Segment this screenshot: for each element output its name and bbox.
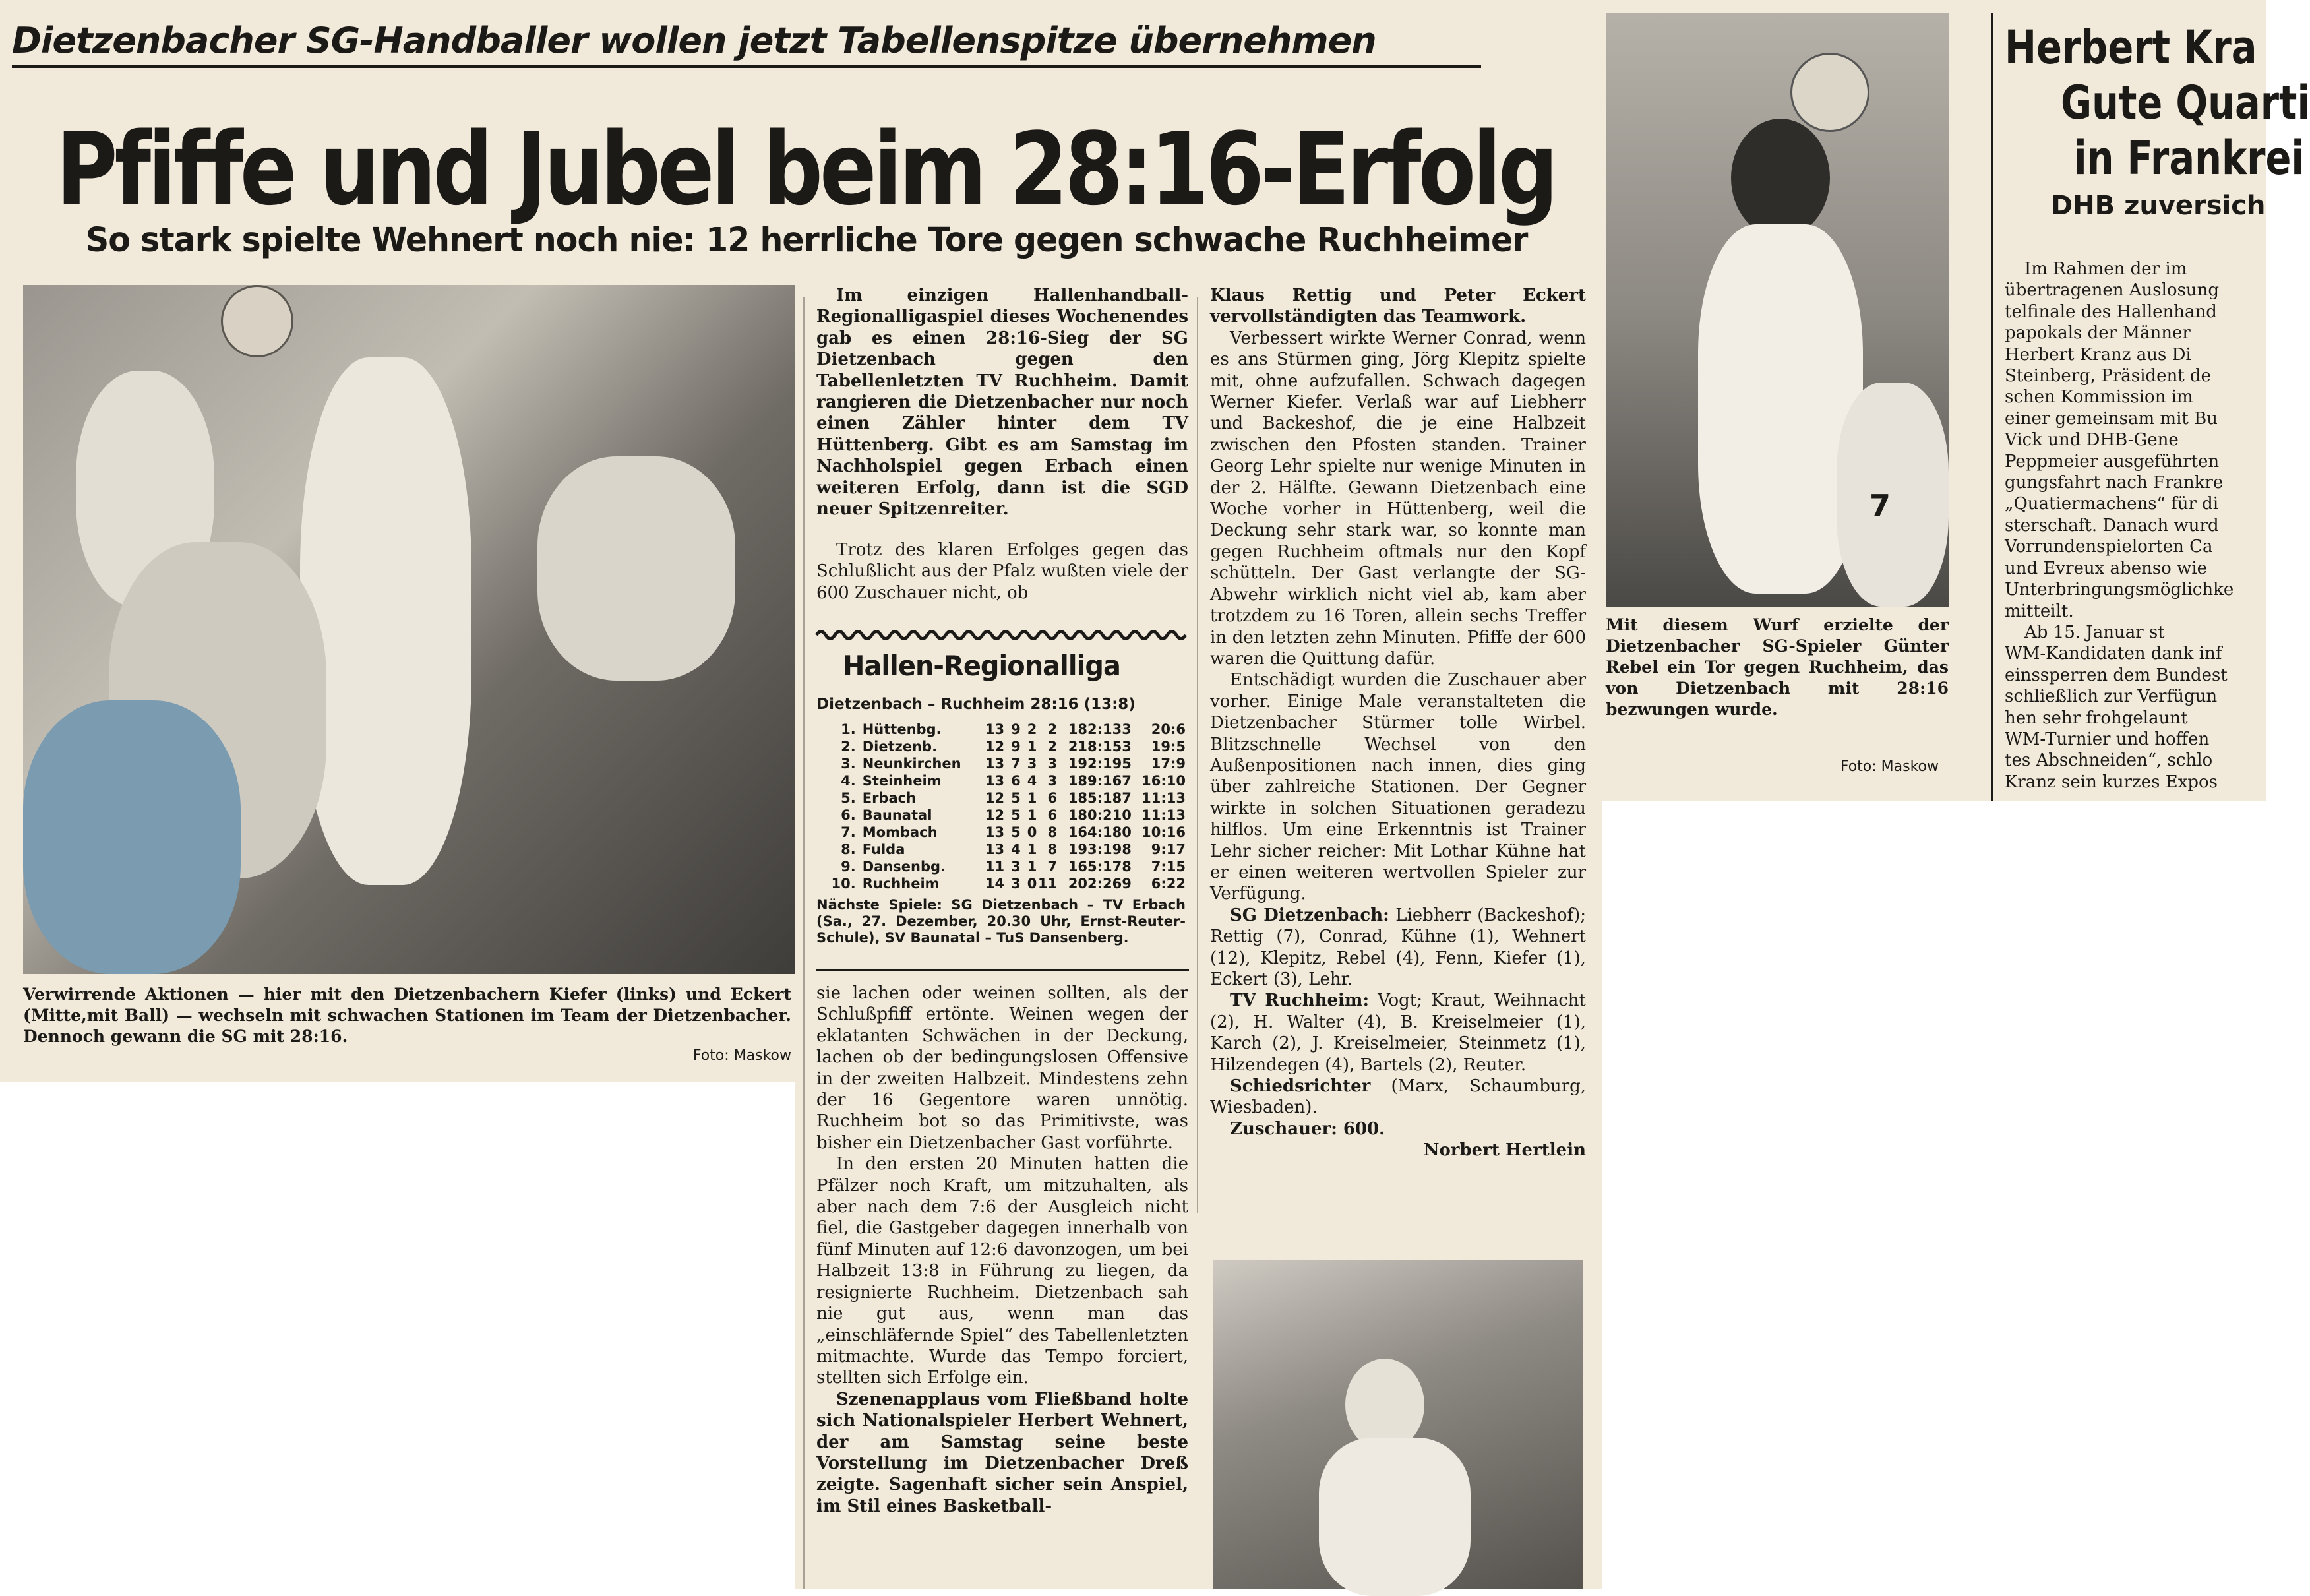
side-article-line: Unterbringungsmöglichke [2005,580,2234,600]
table-row [816,772,1186,789]
paragraph-bold: Szenenapplaus vom Fließband holte sich Nationalspieler Herbert Wehnert, der am Samstag seine beste Vorstellung im Dietzenbacher Dreß zeigte. Sagenhaft sicher sein Anspiel, im Stil eines Basketball- [816,1389,1188,1516]
table-cell-pos: 5. [841,790,856,806]
side-article-line: schließlich zur Verfügun [2005,687,2218,707]
table-cell-g: 5 [1011,790,1021,806]
table-row [816,807,1186,824]
player-silhouette [1837,383,1949,607]
side-article-line: WM-Turnier und hoffen [2005,729,2210,749]
table-cell-tore: 189:167 [1068,773,1132,789]
side-article-line: einssperren dem Bundest [2005,665,2228,685]
table-cell-u: 0 [1027,824,1037,840]
table-cell-pkt: 17:9 [1151,756,1186,772]
table-cell-pkt: 6:22 [1151,876,1186,892]
table-cell-sp: 13 [985,773,1005,789]
side-article-line: schen Kommission im [2005,387,2193,408]
table-cell-pkt: 11:13 [1141,807,1186,823]
article-col2-bottom [816,983,1188,1589]
player-silhouette [537,456,735,681]
side-article-line: Im Rahmen der im [2024,259,2187,279]
photo-right-credit: Foto: Maskow [1840,758,1939,775]
table-cell-u: 2 [1027,721,1037,737]
table-cell-sp: 12 [985,807,1005,823]
side-article-body [2005,259,2268,792]
table-cell-team: Baunatal [862,807,932,823]
side-article-line: einer gemeinsam mit Bu [2005,408,2218,429]
table-cell-tore: 185:187 [1068,790,1132,806]
side-article-line: Herbert Kranz aus Di [2005,344,2191,365]
player-silhouette [1319,1438,1471,1596]
table-cell-v: 2 [1047,739,1058,754]
table-cell-sp: 13 [985,756,1005,772]
standings-table [816,721,1186,892]
player-silhouette [1345,1359,1424,1451]
paragraph: Verbessert wirkte Werner Conrad, wenn es ans Stürmen ging, Jörg Klepitz spielte mit, ohne aufzufallen. Schwach dagegen Werner Kiefer. Verlaß war auf Liebherr und Backeshof, die je eine Halbzeit zwischen den Pfosten standen. Trainer Georg Lehr spielte nur wenige Minuten in der 2. Hälfte. Gewann Dietzenbach eine Woche vorher in Hüttenberg, weil die Deckung sehr stark war, so konnte man gegen Ruchheim oftmals nur den Kopf schütteln. Der Gast verlangte der SG-Abwehr wirklich nicht viel ab, kam aber trotzdem zu 16 Toren, allein sechs Treffer in den letzten zehn Minuten. Pfiffe der 600 waren die Quittung dafür. [1210,328,1586,669]
side-article-line: telfinale des Hallenhand [2005,301,2217,322]
table-cell-u: 4 [1027,773,1037,789]
table-cell-team: Mombach [862,824,938,840]
table-cell-pos: 4. [841,773,856,789]
paragraph-bold: Klaus Rettig und Peter Eckert vervollständigten das Teamwork. [1210,286,1586,327]
paragraph: Trotz des klaren Erfolges gegen das Schlußlicht aus der Pfalz wußten viele der 600 Zuschauer nicht, ob [816,540,1188,603]
table-cell-g: 7 [1011,756,1021,772]
lineup-sg [1210,905,1586,991]
table-cell-pkt: 11:13 [1141,790,1186,806]
table-cell-pos: 6. [841,807,856,823]
side-article-line: übertragenen Auslosung [2005,280,2220,301]
side-article-line: Steinberg, Präsident de [2005,366,2211,386]
table-title: Hallen-Regionalliga [843,650,1120,682]
table-cell-g: 5 [1011,807,1021,823]
lineup-tv [1210,990,1586,1076]
column-divider [1991,13,1993,801]
side-article-line: Peppmeier ausgeführten [2005,451,2220,472]
table-cell-tore: 180:210 [1068,807,1132,823]
wavy-rule [816,628,1189,642]
table-cell-team: Erbach [862,790,917,806]
table-cell-tore: 182:133 [1068,721,1132,737]
table-cell-tore: 164:180 [1068,824,1132,840]
photo-handball-action-left [23,285,795,974]
side-article-heading [2005,20,2310,224]
table-cell-v: 2 [1047,721,1058,737]
kicker-line: Dietzenbacher SG-Handballer wollen jetzt Tabellenspitze übernehmen [12,20,1376,61]
table-cell-pos: 1. [841,721,856,737]
side-article-line: tes Abschneiden“, schlo [2005,751,2213,771]
table-cell-pkt: 20:6 [1151,721,1186,737]
handball-ball [1790,53,1869,132]
side-article-line: Kranz sein kurzes Expos [2005,772,2218,792]
table-cell-pos: 3. [841,756,856,772]
table-cell-v: 3 [1047,773,1058,789]
side-article-line: mitteilt. [2005,601,2074,621]
table-cell-g: 6 [1011,773,1021,789]
paragraph: In den ersten 20 Minuten hatten die Pfälzer noch Kraft, um mitzuhalten, als aber nach dem 7:6 der Ausgleich nicht fiel, die Gastgeber dagegen innerhalb von fünf Minuten auf 12:6 davonzogen, um bei Halbzeit 13:8 in Führung zu liegen, da resignierte Ruchheim. Dietzenbach sah nie gut aus, wenn man das „einschläfernde Spiel“ des Tabellenletzten mitmachte. Wurde das Tempo forciert, stellten sich Erfolge ein. [816,1154,1188,1388]
table-cell-team: Dietzenb. [862,739,938,754]
table-cell-g: 4 [1011,842,1021,857]
lineup-sg-label: SG Dietzenbach: [1230,905,1389,925]
table-cell-v: 3 [1047,756,1058,772]
table-row [816,755,1186,772]
table-cell-u: 1 [1027,859,1037,875]
side-article-line: hen sehr frohgelaunt [2005,708,2188,728]
table-row [816,841,1186,858]
table-cell-team: Ruchheim [862,876,940,892]
photo-player-rebel [1606,13,1949,607]
article-col3 [1210,285,1586,1244]
player-silhouette [23,700,241,974]
table-cell-v: 6 [1047,807,1058,823]
lineup-tv-label: TV Ruchheim: [1230,991,1370,1011]
table-cell-v: 8 [1047,824,1058,840]
column-divider [1197,297,1198,1213]
side-subheadline: DHB zuversich [2051,191,2266,221]
author: Norbert Hertlein [1423,1140,1586,1161]
referees-label: Schiedsrichter [1230,1076,1371,1097]
table-cell-team: Neunkirchen [862,756,961,772]
side-article-line: Vorrundenspielorten Ca [2005,537,2213,557]
table-row [816,858,1186,875]
table-cell-sp: 14 [985,876,1005,892]
table-cell-u: 1 [1027,842,1037,857]
table-cell-sp: 12 [985,790,1005,806]
table-cell-tore: 218:153 [1068,739,1132,754]
side-article-line: und Evreux abenso wie [2005,558,2208,578]
kicker-underline [12,65,1481,68]
player-silhouette [300,357,471,885]
table-cell-sp: 13 [985,721,1005,737]
side-article-line: „Quatiermachens“ für di [2005,494,2219,514]
table-cell-tore: 193:198 [1068,842,1132,857]
table-cell-pkt: 9:17 [1151,842,1186,857]
table-row [816,824,1186,841]
table-cell-team: Fulda [862,842,905,857]
lead-paragraph: Im einzigen Hallenhandball-Regionalligaspiel dieses Wochenendes gab es einen 28:16-Sieg der SG Dietzenbach gegen den Tabellenletzten TV Ruchheim. Damit rangieren die Dietzenbacher nur noch einen Zähler hinter dem TV Hüttenberg. Gibt es am Samstag im Nachholspiel gegen Erbach einen weiteren Erfolg, dann ist die SGD neuer Spitzenreiter. [816,286,1188,520]
table-cell-pkt: 7:15 [1151,859,1186,875]
side-article-line: Vick und DHB-Gene [2005,430,2179,450]
article-col2-top [816,285,1188,562]
table-cell-pkt: 16:10 [1141,773,1186,789]
article-col2-top-p2 [816,539,1188,605]
table-next-games: Nächste Spiele: SG Dietzenbach – TV Erbach (Sa., 27. Dezember, 20.30 Uhr, Ernst-Reuter-Schule), SV Baunatal – TuS Dansenberg. [816,897,1186,946]
table-cell-pos: 10. [831,876,856,892]
table-cell-pos: 2. [841,739,856,754]
table-cell-g: 5 [1011,824,1021,840]
lineup-sg-text: Liebherr (Backeshof); Rettig (7), Conrad, Kühne (1), Wehnert (12), Klepitz, Rebel (4), Fenn, Kiefer (1), Eckert (3), Lehr. [1210,905,1586,989]
table-cell-team: Dansenbg. [862,859,946,875]
player-silhouette [1731,119,1830,237]
paragraph: Entschädigt wurden die Zuschauer aber vorher. Einige Male veranstalteten die Dietzenbacher Stürmer tolle Wirbel. Blitzschnelle Wechsel von den Außenpositionen nach innen, dies ging über zahlreiche Stationen. Der Gegner wirkte in solchen Situationen geradezu hilflos. Um eine Erkenntnis ist Trainer Lehr sicher reicher: Mit Lothar Kühne hat er einen weiteren wertvollen Spieler zur Verfügung. [1210,670,1586,904]
table-cell-sp: 11 [985,859,1005,875]
table-cell-u: 1 [1027,807,1037,823]
side-article-line: gungsfahrt nach Frankre [2005,473,2224,493]
table-cell-pos: 9. [841,859,856,875]
photo-player-bottom [1213,1260,1583,1589]
column-divider [803,297,805,1589]
photo-left-caption: Verwirrende Aktionen — hier mit den Dietzenbachern Kiefer (links) und Eckert (Mitte,mit Ball) — wechseln mit schwachen Stationen im Team der Dietzenbacher. Dennoch gewann die SG mit 28:16. [23,985,791,1046]
photo-right-caption: Mit diesem Wurf erzielte der Dietzenbacher SG-Spieler Günter Rebel ein Tor gegen Ruchheim, das von Dietzenbach mit 28:16 bezwungen wurde. [1606,615,1949,719]
attendance: Zuschauer: 600. [1230,1119,1385,1139]
side-headline-line: Gute Quarti [2061,76,2310,130]
table-cell-v: 6 [1047,790,1058,806]
table-row [816,875,1186,892]
table-cell-pkt: 19:5 [1151,739,1186,754]
paragraph: sie lachen oder weinen sollten, als der Schlußpfiff ertönte. Weinen wegen der eklatanten Schwächen in der Deckung, lachen ob der bedingungslosen Offensive in der zweiten Halbzeit. Mindestens zehn der 16 Gegentore waren unnötig. Ruchheim bot so das Primitivste, was bisher ein Dietzenbacher Gast vorführte. [816,983,1188,1153]
match-result: Dietzenbach – Ruchheim 28:16 (13:8) [816,696,1136,713]
referees [1210,1076,1586,1119]
table-cell-sp: 13 [985,842,1005,857]
table-cell-team: Hüttenbg. [862,721,942,737]
photo-left-credit: Foto: Maskow [692,1047,791,1064]
table-cell-g: 3 [1011,876,1021,892]
table-cell-pos: 8. [841,842,856,857]
table-row [816,738,1186,755]
table-cell-team: Steinheim [862,773,942,789]
side-headline-line: Herbert Kra [2005,20,2257,75]
box-bottom-rule [816,969,1189,971]
table-cell-pkt: 10:16 [1141,824,1186,840]
table-cell-v: 11 [1037,876,1058,892]
table-cell-g: 3 [1011,859,1021,875]
handball-ball [221,285,293,357]
table-cell-tore: 202:269 [1068,876,1132,892]
referees-text: (Marx, Schaumburg, Wiesbaden). [1210,1076,1586,1118]
table-cell-u: 1 [1027,790,1037,806]
subheadline: So stark spielte Wehnert noch nie: 12 herrliche Tore gegen schwache Ruchheimer [86,221,1528,260]
side-article-line: sterschaft. Danach wurd [2005,515,2219,536]
table-cell-sp: 13 [985,824,1005,840]
side-article-line: Ab 15. Januar st [2024,622,2165,642]
table-cell-tore: 165:178 [1068,859,1132,875]
table-cell-g: 9 [1011,721,1021,737]
table-cell-v: 8 [1047,842,1058,857]
table-cell-tore: 192:195 [1068,756,1132,772]
table-cell-g: 9 [1011,739,1021,754]
side-article-line: WM-Kandidaten dank inf [2005,644,2222,664]
table-cell-u: 1 [1027,739,1037,754]
table-row [816,721,1186,738]
table-cell-sp: 12 [985,739,1005,754]
table-cell-v: 7 [1047,859,1058,875]
side-headline-line: in Frankrei [2074,131,2305,185]
table-cell-u: 3 [1027,756,1037,772]
side-article-line: papokals der Männer [2005,323,2191,344]
headline: Pfiffe und Jubel beim 28:16-Erfolg [56,111,1556,228]
table-cell-pos: 7. [841,824,856,840]
lineup-tv-text: Vogt; Kraut, Weihnacht (2), H. Walter (4), B. Kreiselmeier (1), Karch (2), J. Kreiselmeier, Steinmetz (1), Hilzendegen (4), Bartels (2), Reuter. [1210,991,1586,1075]
table-cell-u: 0 [1027,876,1037,892]
table-row [816,789,1186,807]
jersey-number: 7 [1869,488,1891,524]
